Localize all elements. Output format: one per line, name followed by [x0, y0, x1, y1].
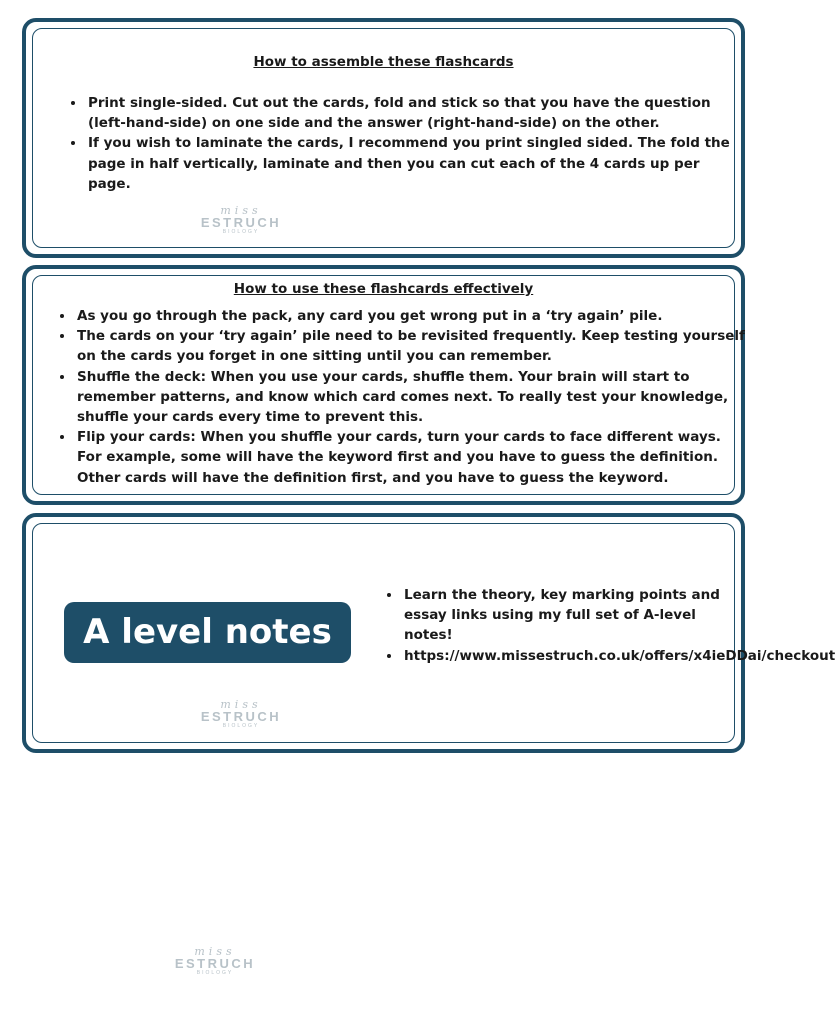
logo-subtitle: BIOLOGY: [222, 229, 260, 235]
logo-name: ESTRUCH: [200, 215, 282, 230]
assembly-list: [70, 93, 736, 194]
assembly-instructions-card: [22, 18, 745, 258]
logo-script: miss: [220, 204, 262, 217]
logo-subtitle: BIOLOGY: [196, 970, 234, 976]
usage-tips-card: [22, 265, 745, 505]
logo-script: miss: [194, 945, 236, 958]
brand-logo: [186, 205, 296, 236]
brand-logo: [186, 699, 296, 730]
brand-logo: [160, 946, 270, 977]
list-item: • Flip your cards: When you shuffle your cards, turn your cards to face different ways. For example, some will have the keyword first and you have to guess the definition. Other cards will have the definition first, and you have to guess the keyword.: [75, 427, 750, 488]
usage-list: [59, 306, 750, 488]
notes-promo-card: [22, 513, 835, 753]
list-item: • As you go through the pack, any card you get wrong put in a ‘try again’ pile.: [75, 306, 750, 326]
logo-name: ESTRUCH: [200, 709, 282, 724]
logo-subtitle: BIOLOGY: [222, 723, 260, 729]
list-item: • Print single-sided. Cut out the cards, fold and stick so that you have the question (left-hand-side) on one side and the answer (right-hand-side) on the other.: [86, 93, 736, 133]
notes-link[interactable]: • https://www.missestruch.co.uk/offers/x4ieDDai/checkout: [402, 646, 742, 666]
list-item: • Shuffle the deck: When you use your cards, shuffle them. Your brain will start to remember patterns, and know which card comes next. To really test your knowledge, shuffle your cards every time to prevent this.: [75, 367, 750, 428]
usage-heading: How to use these flashcards effectively: [233, 281, 534, 297]
assembly-heading: How to assemble these flashcards: [253, 54, 514, 70]
a-level-notes-badge: A level notes: [64, 602, 351, 663]
logo-name: ESTRUCH: [174, 956, 256, 971]
notes-list: [386, 585, 835, 666]
list-item: • The cards on your ‘try again’ pile need to be revisited frequently. Keep testing yourself on the cards you forget in one sitting until you can remember.: [75, 326, 750, 366]
logo-script: miss: [220, 698, 262, 711]
list-item: • If you wish to laminate the cards, I recommend you print singled sided. The fold the page in half vertically, laminate and then you can cut each of the 4 cards up per page.: [86, 133, 736, 194]
list-item: • Learn the theory, key marking points and essay links using my full set of A-level notes!: [402, 585, 742, 646]
